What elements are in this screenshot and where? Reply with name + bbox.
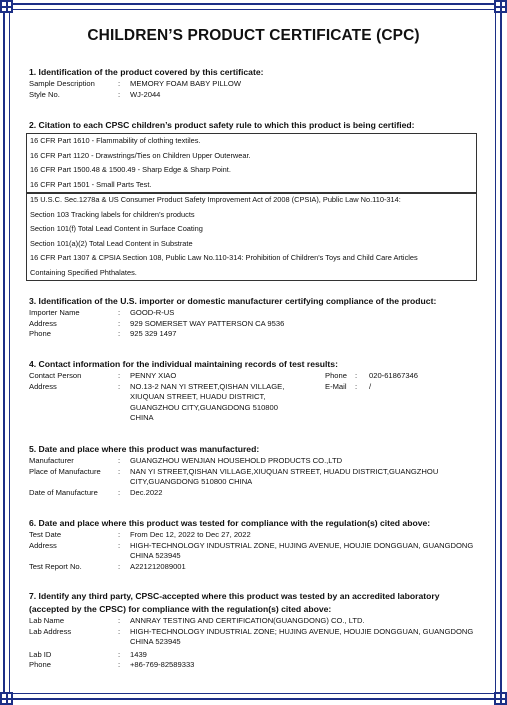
section-4	[29, 358, 479, 424]
field-value: MEMORY FOAM BABY PILLOW	[130, 79, 241, 88]
field-label: Phone	[29, 660, 51, 670]
field-row	[29, 650, 479, 661]
field-label: Lab ID	[29, 649, 52, 659]
field-colon: :	[355, 371, 358, 380]
citation-line: 16 CFR Part 1610 - Flammability of clothing textiles.	[30, 136, 201, 145]
field-row	[29, 392, 479, 403]
field-row	[29, 660, 479, 671]
citation-line: 16 CFR Part 1501 - Small Parts Test.	[30, 179, 152, 189]
address-line: CHINA	[130, 413, 154, 423]
field-label: Lab Name	[29, 616, 65, 625]
section-6	[29, 517, 479, 572]
field-colon: :	[118, 371, 121, 380]
field-label: Importer Name	[29, 308, 80, 317]
section-1	[29, 66, 479, 100]
field-value: ANNRAY TESTING AND CERTIFICATION(GUANGDONG) CO., LTD.	[130, 616, 365, 625]
field-row	[29, 382, 479, 393]
field-row	[29, 319, 479, 330]
email-value: /	[369, 382, 372, 391]
section-heading: 6. Date and place where this product was tested for compliance with the regulation(s) cited above:	[29, 518, 431, 528]
field-label: Date of Manufacture	[29, 487, 98, 497]
field-row	[29, 467, 479, 488]
field-row	[29, 530, 479, 541]
section-heading: 1. Identification of the product covered by this certificate:	[29, 67, 264, 77]
citation-line: Section 101(a)(2) Total Lead Content in Substrate	[30, 238, 193, 248]
field-colon: :	[118, 79, 121, 88]
field-label: Place of Manufacture	[29, 466, 101, 476]
field-row	[29, 627, 479, 648]
field-label: Manufacturer	[29, 456, 74, 465]
field-colon: :	[118, 649, 121, 659]
field-colon: :	[118, 308, 121, 317]
field-row	[29, 308, 479, 319]
field-label: Test Report No.	[29, 561, 82, 571]
corner-ornament	[494, 692, 507, 705]
field-colon: :	[118, 466, 121, 476]
contact-phone	[325, 371, 418, 382]
field-colon: :	[118, 381, 121, 391]
field-row	[29, 329, 479, 340]
corner-ornament	[494, 0, 507, 13]
field-row	[29, 79, 479, 90]
field-colon: :	[118, 530, 121, 539]
citation-box-1	[26, 133, 477, 194]
corner-ornament	[0, 0, 13, 13]
field-colon: :	[118, 318, 121, 328]
phone-value: 020-61867346	[369, 371, 418, 380]
field-row	[29, 403, 479, 414]
section-heading: 5. Date and place where this product was manufactured:	[29, 444, 260, 454]
field-value: PENNY XIAO	[130, 371, 177, 380]
field-label: Contact Person	[29, 371, 82, 380]
field-value: GOOD-R-US	[130, 308, 175, 317]
section-7	[29, 590, 479, 671]
field-colon: :	[118, 540, 121, 550]
address-line: GUANGZHOU CITY,GUANGDONG 510800	[130, 402, 278, 412]
address-line: XIUQUAN STREET, HUADU DISTRICT,	[130, 392, 266, 402]
citation-line: 16 CFR Part 1500.48 & 1500.49 - Sharp Edge & Sharp Point.	[30, 165, 231, 174]
field-value: HIGH-TECHNOLOGY INDUSTRIAL ZONE; HUJING AVENUE, HOUJIE DONGGUAN, GUANGDONG CHINA 523945	[130, 626, 474, 647]
field-value: GUANGZHOU WENJIAN HOUSEHOLD PRODUCTS CO.,LTD	[130, 456, 343, 465]
field-label: Style No.	[29, 89, 60, 99]
section-5	[29, 443, 479, 498]
citation-line: Section 101(f) Total Lead Content in Surface Coating	[30, 224, 203, 233]
corner-ornament	[0, 692, 13, 705]
citation-line: Containing Specified Phthalates.	[30, 267, 137, 277]
field-colon: :	[118, 616, 121, 625]
field-label: Address	[29, 318, 57, 328]
citation-line: 16 CFR Part 1120 - Drawstrings/Ties on Children Upper Outerwear.	[30, 150, 251, 160]
field-colon: :	[118, 89, 121, 99]
field-row	[29, 90, 479, 101]
citation-line: Section 103 Tracking labels for children’s products	[30, 209, 195, 219]
field-row	[29, 562, 479, 573]
field-row	[29, 541, 479, 562]
field-label: Test Date	[29, 530, 62, 539]
section-heading-cont: (accepted by the CPSC) for compliance with the regulation(s) cited above:	[29, 604, 332, 614]
field-colon: :	[118, 626, 121, 636]
citation-line: 15 U.S.C. Sec.1278a & US Consumer Product Safety Improvement Act of 2008 (CPSIA), Public Law No.110-314:	[30, 195, 401, 204]
field-colon: :	[118, 561, 121, 571]
section-heading: 4. Contact information for the individual maintaining records of test results:	[29, 359, 338, 369]
field-value: WJ-2044	[130, 89, 161, 99]
section-heading: 2. Citation to each CPSC children’s product safety rule to which this product is being certified:	[29, 120, 415, 130]
field-colon: :	[118, 660, 121, 670]
field-value: 1439	[130, 649, 147, 659]
field-value: +86-769-82589333	[130, 660, 195, 670]
field-row	[29, 456, 479, 467]
section-heading: 3. Identification of the U.S. importer or domestic manufacturer certifying compliance of the product:	[29, 296, 437, 306]
field-value: A221212089001	[130, 561, 186, 571]
field-colon: :	[355, 382, 358, 391]
certificate-title: CHILDREN’S PRODUCT CERTIFICATE (CPC)	[87, 27, 420, 44]
field-label: Sample Description	[29, 79, 95, 88]
field-row	[29, 413, 479, 424]
field-row	[29, 488, 479, 499]
field-value: HIGH-TECHNOLOGY INDUSTRIAL ZONE, HUJING AVENUE, HOUJIE DONGGUAN, GUANGDONG CHINA 523945	[130, 540, 474, 561]
section-heading: 7. Identify any third party, CPSC-accepted where this product was tested by an accredited laboratory	[29, 591, 440, 601]
contact-email	[325, 382, 371, 393]
citation-line: 16 CFR Part 1307 & CPSIA Section 108, Public Law No.110-314: Prohibition of Children's Toys and Child Care Articles	[30, 253, 418, 262]
section-2	[29, 119, 479, 132]
field-value: 929 SOMERSET WAY PATTERSON CA 9536	[130, 318, 285, 328]
field-label: Address	[29, 540, 57, 550]
field-colon: :	[118, 329, 121, 339]
field-value: Dec.2022	[130, 487, 163, 497]
field-label: Lab Address	[29, 626, 72, 636]
field-value: 925 329 1497	[130, 329, 177, 339]
field-colon: :	[118, 487, 121, 497]
email-label: E-Mail	[325, 382, 347, 391]
field-colon: :	[118, 456, 121, 465]
section-3	[29, 295, 479, 340]
field-value: NAN YI STREET,QISHAN VILLAGE,XIUQUAN STREET, HUADU DISTRICT,GUANGZHOU CITY,GUANGDONG 510800 CHINA	[130, 466, 439, 487]
field-row	[29, 616, 479, 627]
phone-label: Phone	[325, 371, 347, 380]
citation-box-2	[26, 193, 477, 281]
field-value: From Dec 12, 2022 to Dec 27, 2022	[130, 530, 251, 539]
field-label: Phone	[29, 329, 51, 339]
field-value: NO.13-2 NAN YI STREET,QISHAN VILLAGE,	[130, 381, 285, 391]
field-label: Address	[29, 381, 57, 391]
